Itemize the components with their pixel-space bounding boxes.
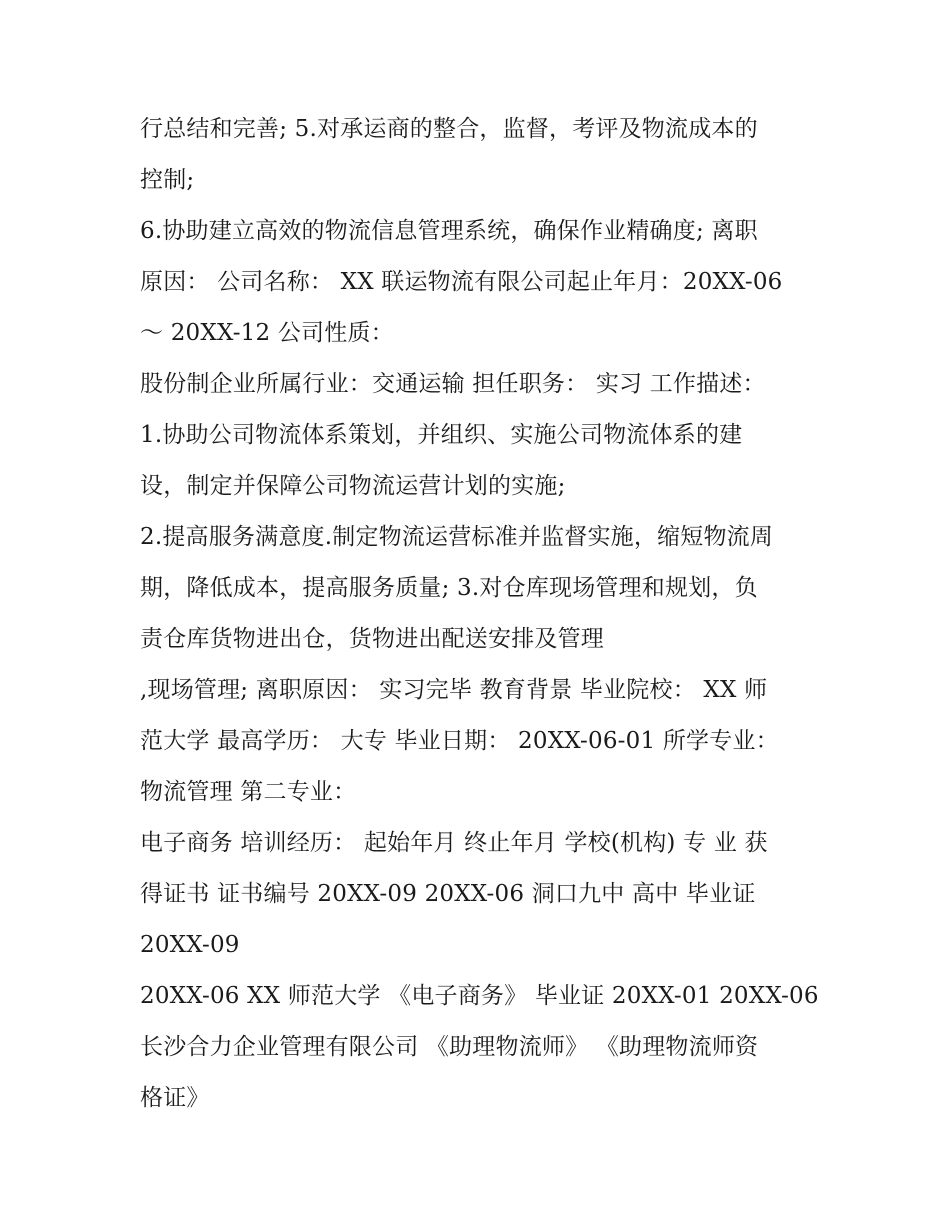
text-line: 行总结和完善; 5.对承运商的整合，监督，考评及物流成本的 [140, 116, 758, 142]
text-line: 20XX-09 [140, 932, 240, 958]
text-line: 格证》 [140, 1085, 210, 1111]
text-line: 电子商务 培训经历： 起始年月 终止年月 学校(机构) 专 业 获 [140, 830, 768, 856]
text-line: ～ 20XX-12 公司性质： [140, 320, 394, 346]
text-line: 责仓库货物进出仓，货物进出配送安排及管理 [140, 626, 604, 652]
text-line: 股份制企业所属行业：交通运输 担任职务： 实习 工作描述： [140, 371, 766, 397]
text-line: 得证书 证书编号 20XX-09 20XX-06 洞口九中 高中 毕业证 [140, 881, 756, 907]
text-line: 设，制定并保障公司物流运营计划的实施; [140, 473, 566, 499]
text-line: 长沙合力企业管理有限公司 《助理物流师》 《助理物流师资 [140, 1034, 759, 1060]
resume-body-text [140, 104, 820, 1124]
text-line: 原因： 公司名称： XX 联运物流有限公司起止年月：20XX-06 [140, 269, 783, 295]
text-line: 20XX-06 XX 师范大学 《电子商务》 毕业证 20XX-01 20XX-06 [140, 983, 819, 1009]
text-line: 2.提高服务满意度.制定物流运营标准并监督实施，缩短物流周 [140, 524, 774, 550]
text-line: 物流管理 第二专业： [140, 779, 357, 805]
text-line: 1.协助公司物流体系策划，并组织、实施公司物流体系的建 [140, 422, 743, 448]
text-line: 范大学 最高学历： 大专 毕业日期： 20XX-06-01 所学专业： [140, 728, 779, 754]
text-line: 控制; [140, 167, 195, 193]
text-line: 期，降低成本，提高服务质量; 3.对仓库现场管理和规划，负 [140, 575, 758, 601]
text-line: 6.协助建立高效的物流信息管理系统，确保作业精确度; 离职 [140, 218, 758, 244]
text-line: ,现场管理; 离职原因： 实习完毕 教育背景 毕业院校： XX 师 [140, 677, 768, 703]
